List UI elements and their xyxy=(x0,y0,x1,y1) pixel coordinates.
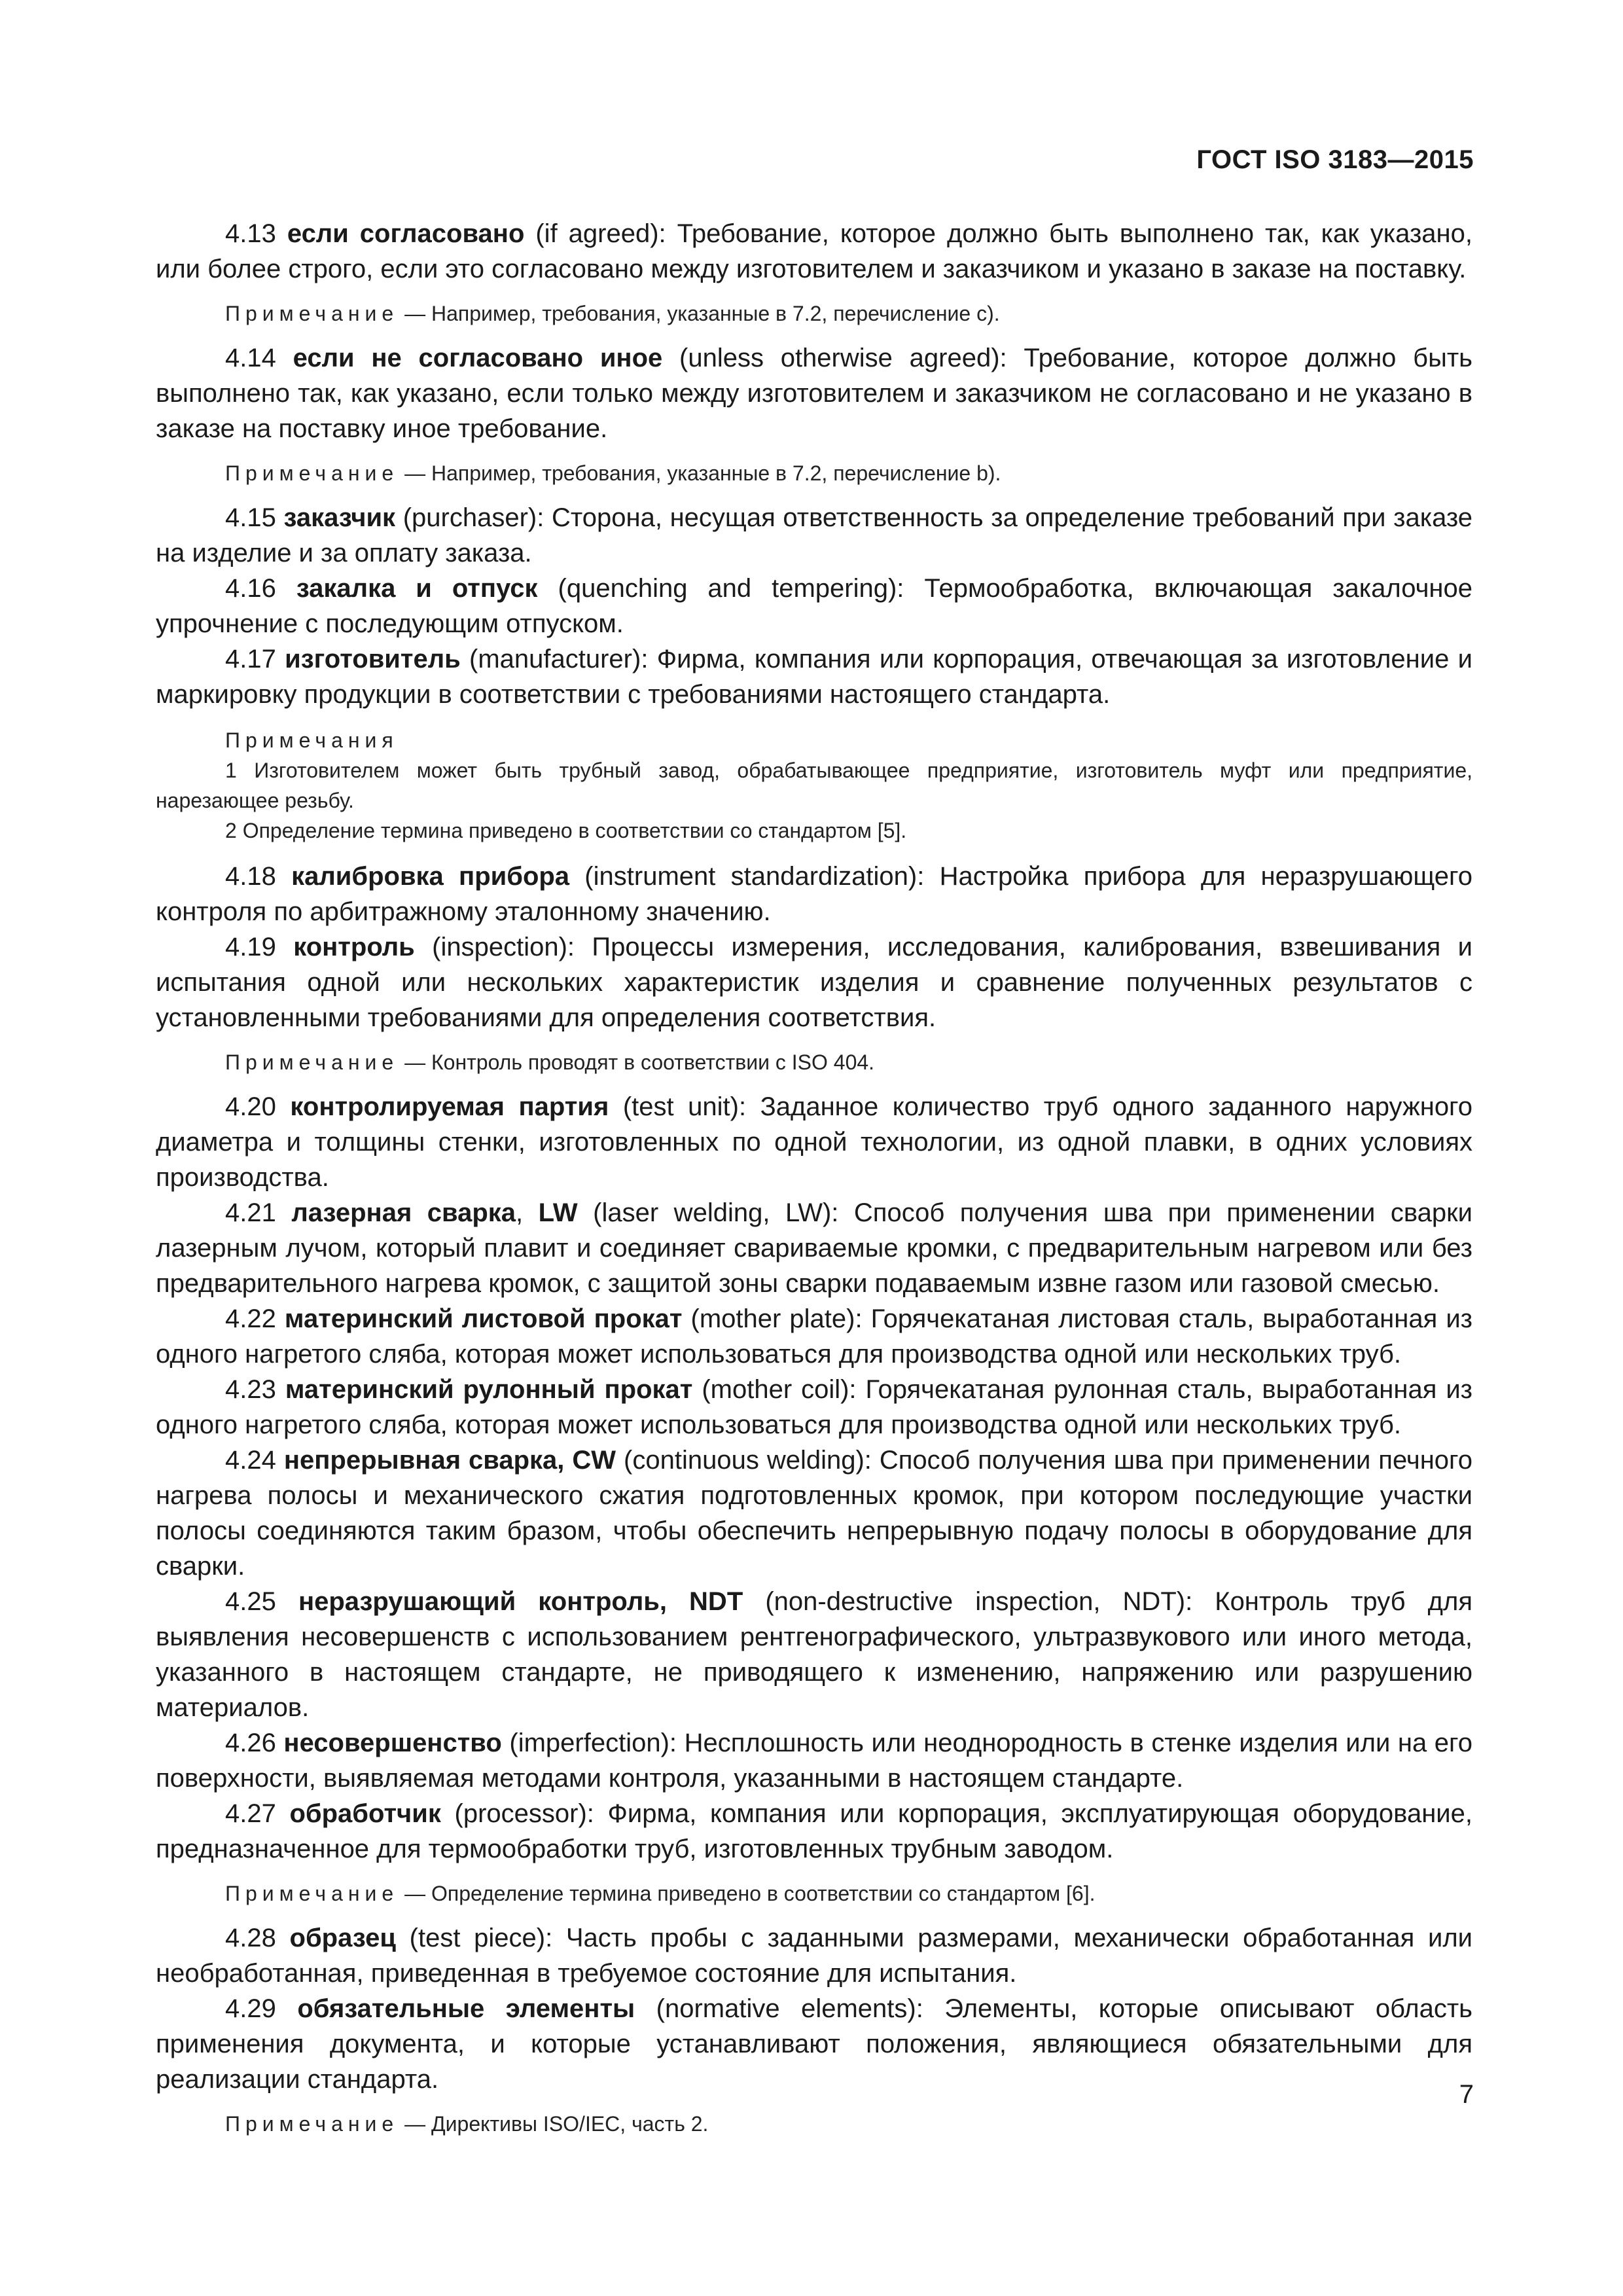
term: если согласовано xyxy=(287,219,525,248)
term: LW xyxy=(538,1198,578,1227)
term: контроль xyxy=(293,933,415,961)
definition-4-19: 4.19 контроль (inspection): Процессы измерения, исследования, калибрования, взвешивания и испытания одной или нескольких характеристик изделия и сравнение полученных результатов с установленными требованиями для определения соответствия. xyxy=(156,933,1472,1032)
term: непрерывная сварка, CW xyxy=(283,1446,616,1475)
note-4-27: Примечание — Определение термина приведено в соответствии со стандартом [6]. xyxy=(225,1882,1096,1905)
definition-4-15: 4.15 заказчик (purchaser): Сторона, несущая ответственность за определение требований при заказе на изделие и за оплату заказа. xyxy=(156,503,1473,567)
definition-4-17: 4.17 изготовитель (manufacturer): Фирма, компания или корпорация, отвечающая за изготовление и маркировку продукции в соответствии с требованиями настоящего стандарта. xyxy=(156,645,1472,709)
definition-4-28: 4.28 образец (test piece): Часть пробы с заданными размерами, механически обработанная или необработанная, приведенная в требуемое состояние для испытания. xyxy=(156,1924,1472,1988)
note-4-19: Примечание — Контроль проводят в соответствии с ISO 404. xyxy=(225,1050,875,1074)
definition-4-18: 4.18 калибровка прибора (instrument standardization): Настройка прибора для неразрушающего контроля по арбитражному эталонному значению. xyxy=(156,862,1472,926)
definition-4-26: 4.26 несовершенство (imperfection): Несплошность или неоднородность в стенке изделия или на его поверхности, выявляемая методами контроля, указанными в настоящем стандарте. xyxy=(156,1729,1472,1793)
term: материнский рулонный прокат xyxy=(285,1375,693,1404)
note-4-13: Примечание — Например, требования, указанные в 7.2, перечисление с). xyxy=(225,302,1000,325)
definition-4-27: 4.27 обработчик (processor): Фирма, компания или корпорация, эксплуатирующая оборудование, предназначенное для термообработки труб, изготовленных трубным заводом. xyxy=(156,1799,1472,1863)
definition-4-24: 4.24 непрерывная сварка, CW (continuous welding): Способ получения шва при применении печного нагрева полосы и механического сжатия подготовленных кромок, при котором последующие участки полосы соединяются таким бразом, чтобы обеспечить непрерывную подачу полосы в оборудование для сварки. xyxy=(156,1446,1472,1581)
term: закалка и отпуск xyxy=(296,574,538,603)
document-header: ГОСТ ISO 3183—2015 xyxy=(1196,145,1474,174)
note-4-14: Примечание — Например, требования, указанные в 7.2, перечисление b). xyxy=(225,461,1001,485)
term: обработчик xyxy=(289,1799,441,1828)
note-item: 1 Изготовителем может быть трубный завод, обрабатывающее предприятие, изготовитель муфт или предприятие, нарезающее резьбу. xyxy=(156,759,1472,812)
document-body xyxy=(156,216,1472,2151)
definition-4-14: 4.14 если не согласовано иное (unless otherwise agreed): Требование, которое должно быть выполнено так, как указано, если только между изготовителем и заказчиком не согласовано и не указано в заказе на поставку иное требование. xyxy=(156,344,1472,443)
term: заказчик xyxy=(283,503,396,532)
definition-4-25: 4.25 неразрушающий контроль, NDT (non-destructive inspection, NDT): Контроль труб для выявления несовершенств с использованием рентгенографического, ультразвукового или иного метода, указанного в настоящем стандарте, не приводящего к изменению, напряжению или разрушению материалов. xyxy=(156,1587,1472,1722)
definition-4-13: 4.13 если согласовано (if agreed): Требование, которое должно быть выполнено так, как указано, или более строго, если это согласовано между изготовителем и заказчиком и указано в заказе на поставку. xyxy=(156,219,1472,283)
term: калибровка прибора xyxy=(291,862,570,891)
term: лазерная сварка xyxy=(291,1198,516,1227)
definition-4-20: 4.20 контролируемая партия (test unit): Заданное количество труб одного заданного наружного диаметра и толщины стенки, изготовленных по одной технологии, из одной плавки, в одних условиях производства. xyxy=(156,1092,1473,1192)
term: контролируемая партия xyxy=(290,1092,609,1121)
term: изготовитель xyxy=(285,645,461,673)
term: материнский листовой прокат xyxy=(284,1304,683,1333)
definition-4-16: 4.16 закалка и отпуск (quenching and tempering): Термообработка, включающая закалочное упрочнение с последующим отпуском. xyxy=(156,574,1473,638)
definition-4-21: 4.21 лазерная сварка, LW (laser welding, LW): Способ получения шва при применении сварки лазерным лучом, который плавит и соединяет свариваемые кромки, с предварительным нагревом или без предварительного нагрева кромок, с защитой зоны сварки подаваемым извне газом или газовой смесью. xyxy=(156,1198,1472,1298)
term: несовершенство xyxy=(283,1729,502,1757)
definition-4-29: 4.29 обязательные элементы (normative elements): Элементы, которые описывают область применения документа, и которые устанавливают положения, являющиеся обязательными для реализации стандарта. xyxy=(156,1994,1472,2094)
definition-4-23: 4.23 материнский рулонный прокат (mother coil): Горячекатаная рулонная сталь, выработанная из одного нагретого сляба, которая может использоваться для производства одной или нескольких труб. xyxy=(156,1375,1473,1439)
term: образец xyxy=(289,1924,397,1952)
term: если не согласовано иное xyxy=(293,344,663,372)
page-number: 7 xyxy=(1459,2080,1474,2109)
term: обязательные элементы xyxy=(297,1994,635,2023)
definition-4-22: 4.22 материнский листовой прокат (mother plate): Горячекатаная листовая сталь, выработанная из одного нагретого сляба, которая может использоваться для производства одной или нескольких труб. xyxy=(156,1304,1472,1369)
term: неразрушающий контроль, NDT xyxy=(298,1587,743,1616)
notes-title: Примечания xyxy=(225,728,399,752)
note-item: 2 Определение термина приведено в соответствии со стандартом [5]. xyxy=(225,819,907,842)
note-4-29: Примечание — Директивы ISO/IEC, часть 2. xyxy=(225,2112,709,2136)
notes-4-17 xyxy=(156,725,1472,846)
